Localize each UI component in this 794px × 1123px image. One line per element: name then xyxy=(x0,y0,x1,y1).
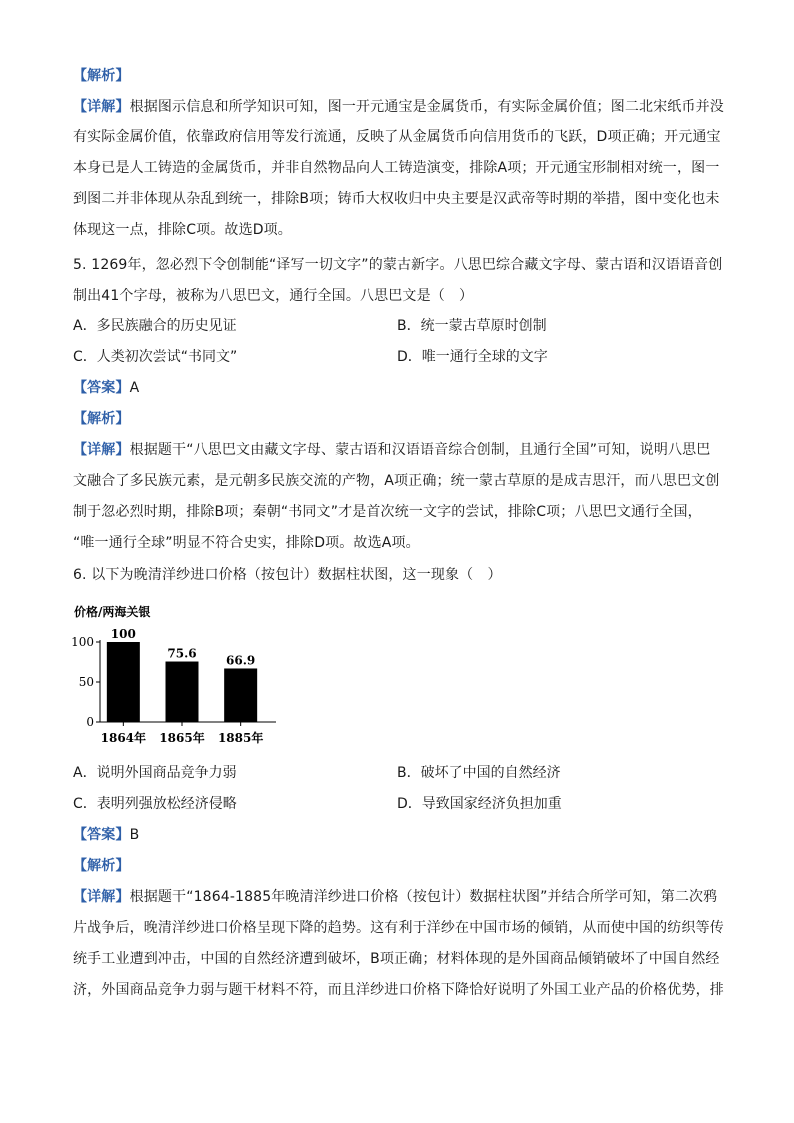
plot-area xyxy=(71,627,276,745)
detail-line: “唯一通行全球”明显不符合史实，排除D项。故选A项。 xyxy=(73,535,420,551)
detail-line: 有实际金属价值，依靠政府信用等发行流通，反映了从金属货币向信用货币的飞跃，D项正确；开元通宝 xyxy=(73,129,721,145)
bar xyxy=(166,662,199,722)
detail-line: 本身已是人工铸造的金属货币，并非自然物品向人工铸造演变，排除A项；开元通宝形制相对统一，图一 xyxy=(73,160,720,176)
x-tick-label: 1865年 xyxy=(159,731,205,745)
option-b: B．统一蒙古草原时创制 xyxy=(397,318,547,334)
x-tick-label: 1864年 xyxy=(100,731,147,745)
analysis-tag: 【解析】 xyxy=(73,411,130,427)
analysis-tag: 【解析】 xyxy=(73,858,130,874)
detail-line: 【详解】根据题干“八思巴文由藏文字母、蒙古语和汉语语音综合创制，且通行全国”可知，说明八思巴 xyxy=(73,442,711,458)
x-tick-label: 1885年 xyxy=(217,731,264,745)
y-axis-label: 价格/两海关银 xyxy=(74,605,151,619)
option-a: A．说明外国商品竞争力弱 xyxy=(73,765,237,781)
answer-tag: 【答案】 xyxy=(73,380,130,396)
detail-line: 制于忽必烈时期，排除B项；秦朝“书同文”才是首次统一文字的尝试，排除C项；八思巴文通行全国， xyxy=(73,504,702,520)
detail-line: 【详解】根据题干“1864-1885年晚清洋纱进口价格（按包计）数据柱状图”并结合所学可知，第二次鸦 xyxy=(73,889,718,905)
answer-tag: 【答案】 xyxy=(73,827,130,843)
answer-value: A xyxy=(129,380,140,396)
detail-line: 体现这一点，排除C项。故选D项。 xyxy=(73,222,292,238)
option-b: B．破坏了中国的自然经济 xyxy=(397,765,561,781)
detail-tag: 【详解】 xyxy=(73,99,130,115)
option-d: D．唯一通行全球的文字 xyxy=(397,349,548,365)
option-c: C．表明列强放松经济侵略 xyxy=(73,796,237,812)
data-label: 75.6 xyxy=(167,646,197,661)
answer-line xyxy=(73,378,723,398)
detail-line: 文融合了多民族元素，是元朝多民族交流的产物，A项正确；统一蒙古草原的是成吉思汗，而八思巴文创 xyxy=(73,473,720,489)
option-d: D．导致国家经济负担加重 xyxy=(397,796,562,812)
y-tick-label: 100 xyxy=(71,635,94,649)
detail-line: 片战争后，晚清洋纱进口价格呈现下降的趋势。这有利于洋纱在中国市场的倾销，从而使中国的纺织等传 xyxy=(73,920,724,936)
y-tick-label: 0 xyxy=(86,715,94,729)
detail-line: 到图二并非体现从杂乱到统一，排除B项；铸币大权收归中央主要是汉武帝等时期的举措，图中变化也未 xyxy=(73,191,720,207)
data-label: 66.9 xyxy=(226,653,256,668)
question-stem: 制出41个字母，被称为八思巴文，通行全国。八思巴文是（ ） xyxy=(73,288,474,304)
answer-value: B xyxy=(129,827,140,843)
bar xyxy=(224,668,257,722)
analysis-tag: 【解析】 xyxy=(73,68,130,84)
question-stem: 5. 1269年，忽必烈下令创制能“译写一切文字”的蒙古新字。八思巴综合藏文字母、蒙古语和汉语语音创 xyxy=(73,257,723,273)
detail-line: 统手工业遭到冲击，中国的自然经济遭到破坏，B项正确；材料体现的是外国商品倾销破坏了中国自然经 xyxy=(73,951,720,967)
y-tick-label: 50 xyxy=(78,675,94,689)
data-label: 100 xyxy=(110,627,136,641)
answer-line xyxy=(73,825,723,845)
detail-tag: 【详解】 xyxy=(73,442,130,458)
option-a: A．多民族融合的历史见证 xyxy=(73,318,237,334)
question-stem: 6. 以下为晚清洋纱进口价格（按包计）数据柱状图，这一现象（ ） xyxy=(73,567,502,583)
bar xyxy=(107,642,140,722)
detail-line: 【详解】根据图示信息和所学知识可知，图一开元通宝是金属货币，有实际金属价值；图二北宋纸币并没 xyxy=(73,99,724,115)
detail-line: 济，外国商品竞争力弱与题干材料不符，而且洋纱进口价格下降恰好说明了外国工业产品的价格优势，排 xyxy=(73,982,724,998)
bar-chart xyxy=(70,600,290,750)
detail-tag: 【详解】 xyxy=(73,889,130,905)
option-c: C．人类初次尝试“书同文” xyxy=(73,349,238,365)
